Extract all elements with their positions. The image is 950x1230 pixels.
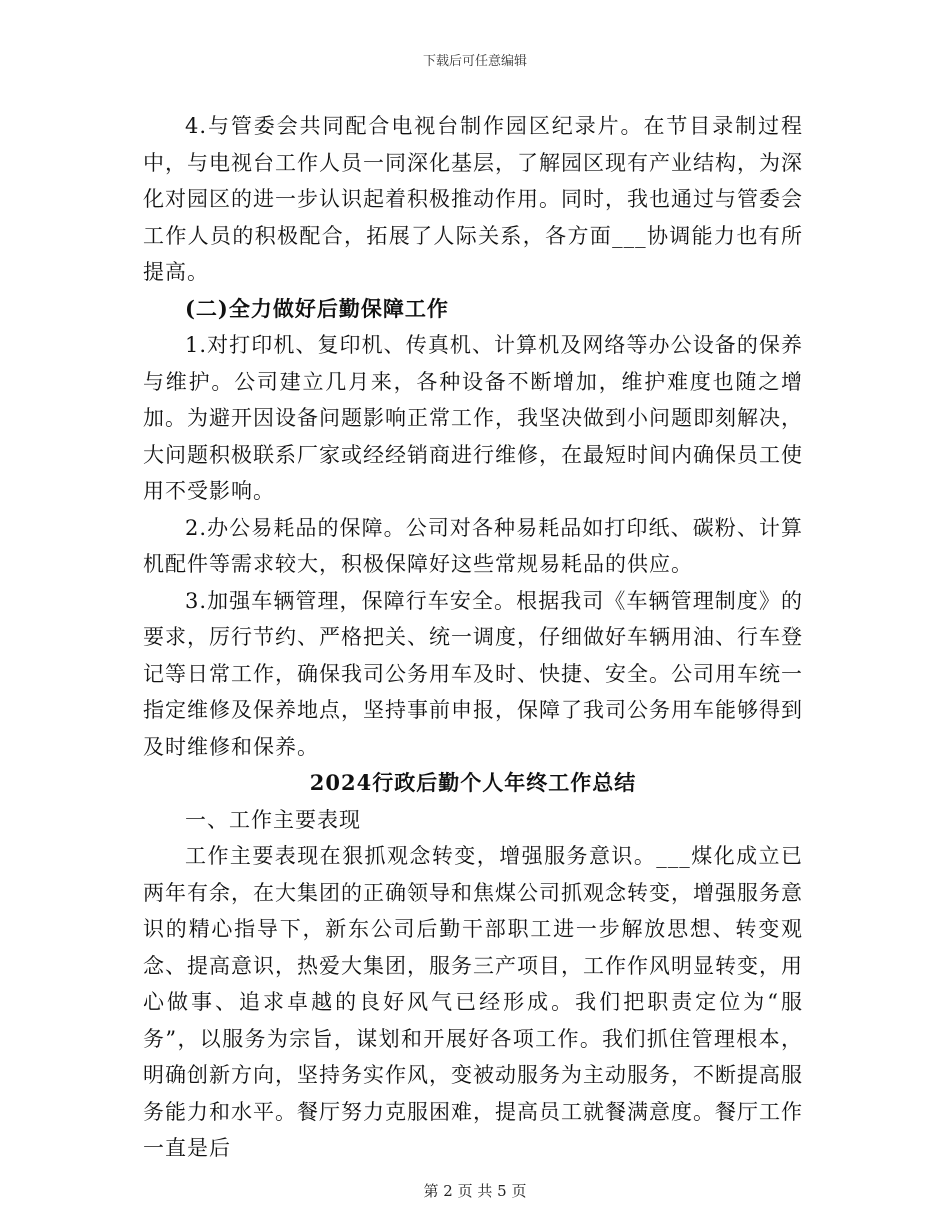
document-body: [143, 108, 803, 1167]
paragraph-vehicle-management: 3.加强车辆管理，保障行车安全。根据我司《车辆管理制度》的要求，厉行节约、严格把关、统一调度，仔细做好车辆用油、行车登记等日常工作，确保我司公务用车及时、快捷、安全。公司用车统一指定维修及保养地点，坚持事前申报，保障了我司公务用车能够得到及时维修和保养。: [143, 588, 803, 759]
paragraph-main-performance: 工作主要表现在狠抓观念转变，增强服务意识。___煤化成立已两年有余，在大集团的正确领导和焦煤公司抓观念转变，增强服务意识的精心指导下，新东公司后勤干部职工进一步解放思想、转变观念、提高意识，热爱大集团，服务三产项目，工作作风明显转变，用心做事、追求卓越的良好风气已经形成。我们把职责定位为“服务”，以服务为宗旨，谋划和开展好各项工作。我们抓住管理根本，明确创新方向，坚持务实作风，变被动服务为主动服务，不断提高服务能力和水平。餐厅努力克服困难，提高员工就餐满意度。餐厅工作一直是后: [143, 844, 803, 1160]
page-header: 下载后可任意编辑: [422, 54, 527, 69]
paragraph-consumables: 2.办公易耗品的保障。公司对各种易耗品如打印纸、碳粉、计算机配件等需求较大，积极保障好这些常规易耗品的供应。: [143, 515, 803, 576]
paragraph-office-equipment: 1.对打印机、复印机、传真机、计算机及网络等办公设备的保养与维护。公司建立几月来，各种设备不断增加，维护难度也随之增加。为避开因设备问题影响正常工作，我坚决做到小问题即刻解决，大问题积极联系厂家或经经销商进行维修，在最短时间内确保员工使用不受影响。: [143, 333, 803, 503]
section-heading-logistics: (二)全力做好后勤保障工作: [185, 295, 449, 321]
section-heading-main-performance: 一、工作主要表现: [185, 807, 361, 832]
page-footer: 第 2 页 共 5 页: [423, 1182, 527, 1200]
paragraph-documentary: 4.与管委会共同配合电视台制作园区纪录片。在节目录制过程中，与电视台工作人员一同深化基层，了解园区现有产业结构，为深化对园区的进一步认识起着积极推动作用。同时，我也通过与管委会工作人员的积极配合，拓展了人际关系，各方面___协调能力也有所提高。: [143, 114, 803, 284]
document-title: 2024行政后勤个人年终工作总结: [309, 770, 637, 795]
